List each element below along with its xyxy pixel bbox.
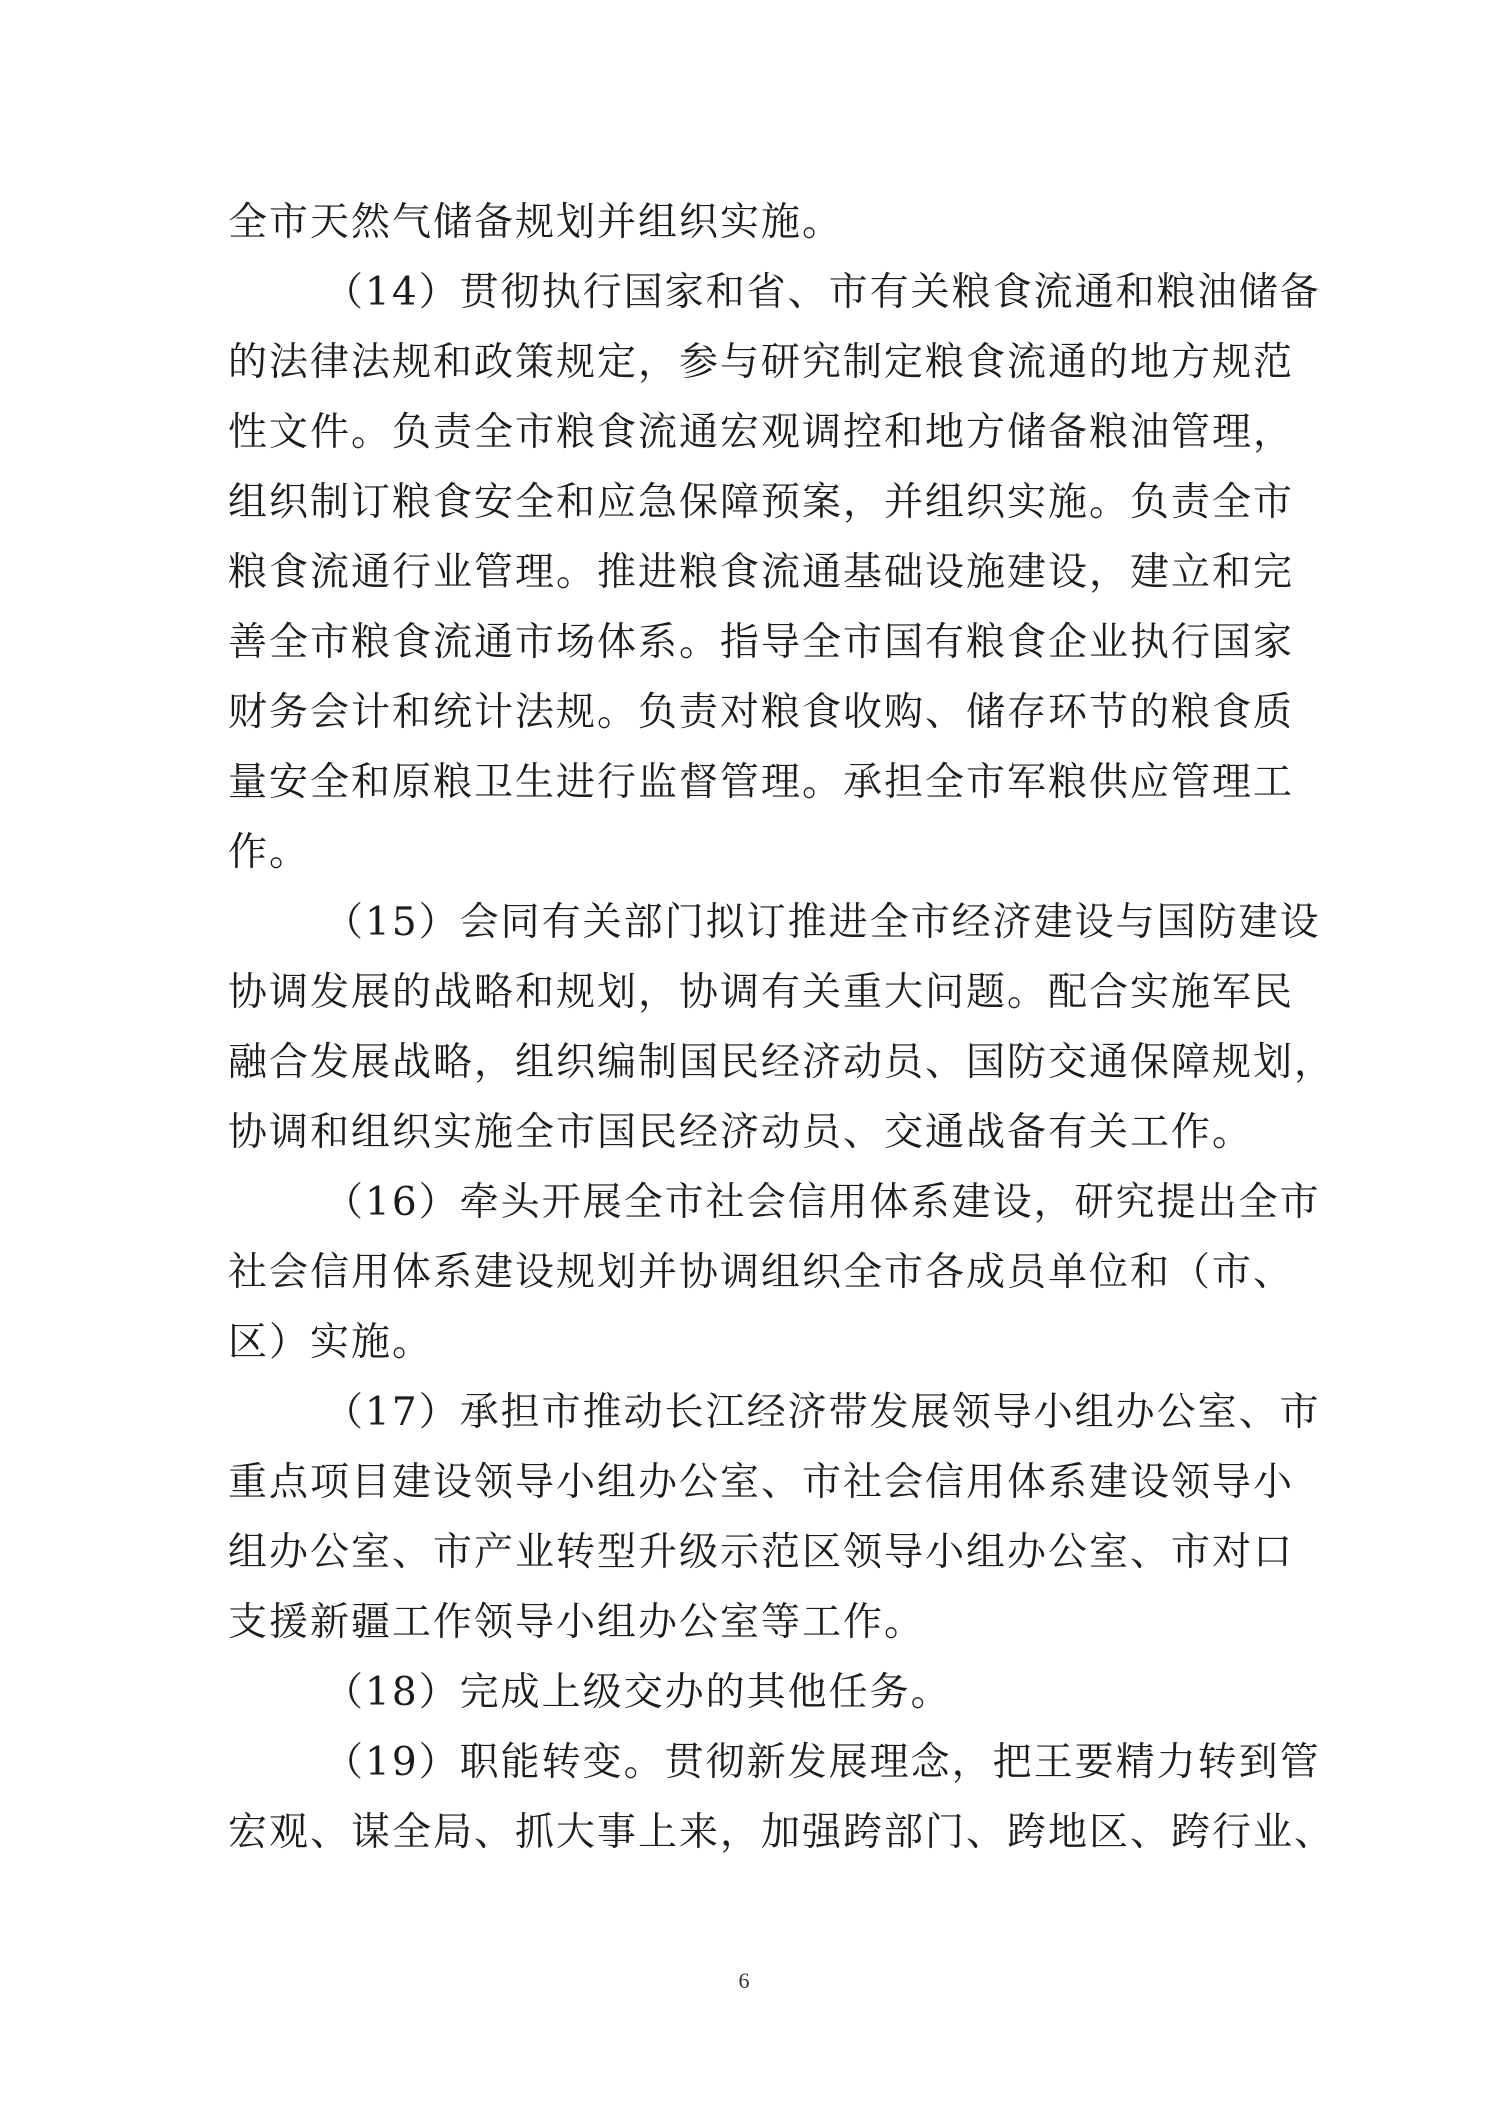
text-line: 重点项目建设领导小组办公室、市社会信用体系建设领导小 <box>228 1460 1295 1505</box>
text-line: 融合发展战略，组织编制国民经济动员、国防交通保障规划， <box>228 1040 1336 1085</box>
page-number: 6 <box>738 1968 750 1993</box>
text-line: 善全市粮食流通市场体系。指导全市国有粮食企业执行国家 <box>228 620 1295 665</box>
text-line: 量安全和原粮卫生进行监督管理。承担全市军粮供应管理工 <box>228 760 1295 805</box>
text-line: （17）承担市推动长江经济带发展领导小组办公室、市 <box>324 1390 1321 1435</box>
text-line: 财务会计和统计法规。负责对粮食收购、储存环节的粮食质 <box>228 690 1295 735</box>
text-line: 粮食流通行业管理。推进粮食流通基础设施建设，建立和完 <box>228 550 1295 595</box>
text-line: 全市天然气储备规划并组织实施。 <box>228 200 844 245</box>
text-line: 作。 <box>228 830 311 875</box>
text-line: 支援新疆工作领导小组办公室等工作。 <box>228 1600 926 1645</box>
text-line: 组织制订粮食安全和应急保障预案，并组织实施。负责全市 <box>228 480 1295 525</box>
text-line: 社会信用体系建设规划并协调组织全市各成员单位和（市、 <box>228 1250 1295 1295</box>
text-line: （19）职能转变。贯彻新发展理念，把王要精力转到管 <box>324 1740 1321 1785</box>
text-line: 性文件。负责全市粮食流通宏观调控和地方储备粮油管理， <box>228 410 1295 455</box>
text-line: （15）会同有关部门拟订推进全市经济建设与国防建设 <box>324 900 1321 945</box>
text-line: （16）牵头开展全市社会信用体系建设，研究提出全市 <box>324 1180 1321 1225</box>
body-text <box>228 188 1336 1868</box>
text-line: 的法律法规和政策规定，参与研究制定粮食流通的地方规范 <box>228 340 1295 385</box>
text-line: 组办公室、市产业转型升级示范区领导小组办公室、市对口 <box>228 1530 1295 1575</box>
text-line: 协调发展的战略和规划，协调有关重大问题。配合实施军民 <box>228 970 1295 1015</box>
text-line: （18）完成上级交办的其他任务。 <box>324 1670 952 1715</box>
text-line: （14）贯彻执行国家和省、市有关粮食流通和粮油储备 <box>324 270 1321 315</box>
text-line: 宏观、谋全局、抓大事上来，加强跨部门、跨地区、跨行业、 <box>228 1810 1336 1855</box>
text-line: 区）实施。 <box>228 1320 434 1365</box>
text-line: 协调和组织实施全市国民经济动员、交通战备有关工作。 <box>228 1110 1254 1155</box>
